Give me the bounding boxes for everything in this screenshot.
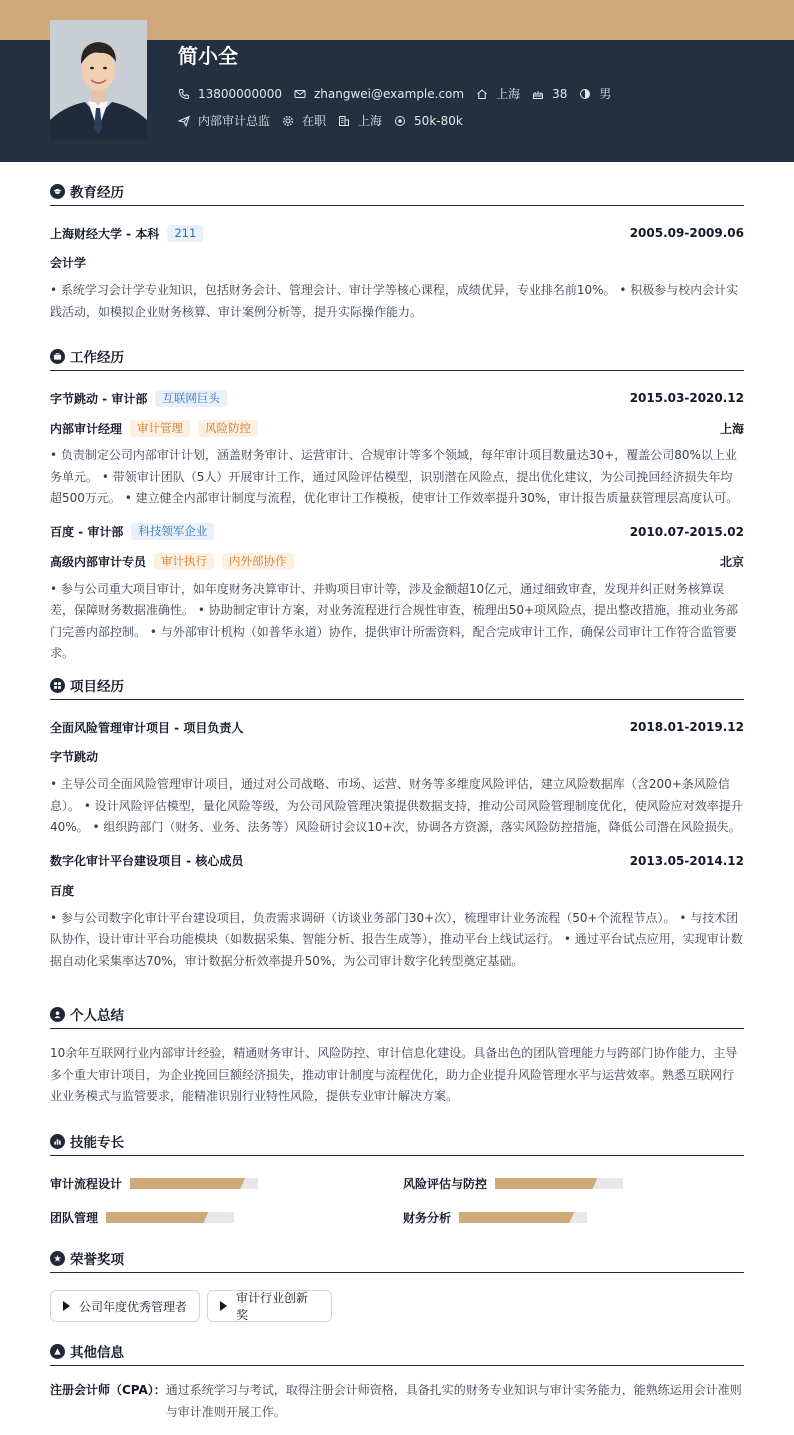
education-entry-header (50, 225, 744, 241)
work-description: • 负责制定公司内部审计计划，涵盖财务审计、运营审计、合规审计等多个领域，每年审计项目数量达30+，覆盖公司80%以上业务单元。 • 带领审计团队（5人）开展审计工作，通过风险评估模型，识别潜在风险点，提出优化建议，为公司挽回经济损失年均超500万元。 • 建立健全内部审计制度与流程，优化审计工作模板，使审计工作效率提升30%，审计报告质量获管理层高度认可。 (50, 448, 739, 505)
age-text: 38 (552, 87, 568, 101)
job-intent-row (178, 113, 475, 129)
other-section (50, 1340, 744, 1423)
projects-section (50, 674, 744, 972)
city-item (476, 86, 520, 102)
phone-icon (178, 88, 190, 100)
home-icon (476, 88, 488, 100)
work-entry-header (50, 390, 744, 406)
other-item (50, 1380, 744, 1423)
play-icon (63, 1301, 70, 1311)
award-chip (207, 1290, 332, 1322)
skill-bar-fill (106, 1212, 208, 1223)
info-icon (50, 1344, 65, 1359)
bar-chart-icon (50, 1134, 65, 1149)
project-entry-header (50, 853, 744, 869)
project-title: 全面风险管理审计项目 - 项目负责人 (50, 720, 244, 735)
settings-icon (282, 115, 294, 127)
building-icon (338, 115, 350, 127)
skill-name: 审计流程设计 (50, 1177, 123, 1191)
skill-item (50, 1175, 258, 1192)
skill-bar-fill (459, 1212, 574, 1223)
section-divider (50, 1272, 744, 1273)
skill-item (403, 1175, 623, 1192)
salary-icon (394, 115, 406, 127)
other-label: 注册会计师（CPA）： (50, 1383, 166, 1397)
work-city-item (338, 113, 382, 129)
school-tag: 211 (167, 225, 203, 242)
city-text: 上海 (496, 87, 521, 101)
summary-heading: 个人总结 (50, 1003, 744, 1025)
awards-heading: 荣誉奖项 (50, 1247, 744, 1269)
gender-text: 男 (599, 87, 612, 101)
work-heading: 工作经历 (50, 345, 744, 367)
education-date: 2005.09-2009.06 (629, 226, 744, 240)
status-item (282, 113, 326, 129)
role-title: 高级内部审计专员 (50, 555, 147, 569)
skill-bar-fill (495, 1178, 597, 1189)
awards-section (50, 1247, 744, 1327)
email-text: zhangwei@example.com (313, 87, 465, 101)
role-tag: 内外部协作 (222, 553, 294, 570)
work-date: 2015.03-2020.12 (629, 391, 744, 405)
education-heading: 教育经历 (50, 180, 744, 202)
work-role-row (50, 420, 744, 436)
age-item (532, 86, 567, 102)
education-description: • 系统学习会计学专业知识，包括财务会计、管理会计、审计学等核心课程，成绩优异，专业排名前10%。 • 积极参与校内会计实践活动，如模拟企业财务核算、审计案例分析等，提升实际操作能力。 (50, 283, 739, 319)
work-city: 上海 (719, 421, 744, 436)
section-divider (50, 1028, 744, 1029)
position-text: 内部审计总监 (198, 114, 271, 128)
skill-bar (459, 1212, 587, 1223)
cake-icon (532, 88, 544, 100)
salary-text: 50k-80k (414, 114, 463, 128)
projects-heading: 项目经历 (50, 674, 744, 696)
salary-item (394, 113, 463, 129)
email-item (294, 86, 464, 102)
other-text: 通过系统学习与考试，取得注册会计师资格，具备扎实的财务专业知识与审计实务能力，能熟练运用会计准则与审计准则开展工作。 (165, 1383, 742, 1419)
work-entry-header (50, 524, 744, 540)
school-name: 上海财经大学 - 本科 (50, 226, 160, 241)
company-tag: 科技领军企业 (131, 523, 214, 540)
project-org: 百度 (50, 883, 75, 898)
skill-bar (495, 1178, 623, 1189)
skill-name: 风险评估与防控 (403, 1177, 488, 1191)
summary-text: 10余年互联网行业内部审计经验，精通财务审计、风险防控、审计信息化建设。具备出色的团队管理能力与跨部门协作能力，主导多个重大审计项目，为企业挽回巨额经济损失，推动审计制度与流程优化，助力企业提升风险管理水平与运营效率。熟悉互联网行业业务模式与监管要求，能精准识别行业特性风险，提供专业审计解决方案。 (50, 1046, 738, 1103)
award-name: 审计行业创新奖 (236, 1291, 309, 1322)
project-date: 2013.05-2014.12 (629, 853, 744, 868)
gender-item (579, 86, 611, 102)
work-city-text: 上海 (358, 114, 383, 128)
briefcase-icon (50, 349, 65, 364)
work-role-row (50, 554, 744, 570)
work-city: 北京 (719, 555, 744, 569)
section-divider (50, 205, 744, 206)
skill-name: 财务分析 (403, 1211, 452, 1225)
work-section (50, 345, 744, 665)
company-name: 字节跳动 - 审计部 (50, 391, 148, 406)
education-major: 会计学 (50, 256, 87, 270)
project-entry-header (50, 719, 744, 735)
grid-icon (50, 678, 65, 693)
position-item (178, 113, 270, 129)
skill-item (403, 1209, 587, 1226)
award-icon (50, 1251, 65, 1266)
award-name: 公司年度优秀管理者 (79, 1299, 188, 1314)
contact-row (178, 86, 623, 102)
role-tag: 审计管理 (130, 420, 190, 437)
award-chip (50, 1290, 200, 1322)
skill-bar-fill (130, 1178, 245, 1189)
section-divider (50, 370, 744, 371)
mail-icon (294, 88, 306, 100)
section-divider (50, 1365, 744, 1366)
skill-bar (130, 1178, 258, 1189)
phone-item (178, 86, 282, 102)
phone-text: 13800000000 (198, 87, 282, 101)
gender-icon (579, 88, 591, 100)
section-divider (50, 699, 744, 700)
section-divider (50, 1155, 744, 1156)
send-icon (178, 115, 190, 127)
skill-name: 团队管理 (50, 1211, 99, 1225)
project-date: 2018.01-2019.12 (629, 720, 744, 734)
project-description: • 主导公司全面风险管理审计项目，通过对公司战略、市场、运营、财务等多维度风险评估，建立风险数据库（含200+条风险信息）。 • 设计风险评估模型，量化风险等级，为公司风险管理决策提供数据支持，推动公司风险管理制度优化，使风险应对效率提升40%。 • 组织跨部门（财务、业务、法务等）风险研讨会议10+次，协调各方资源，落实风险防控措施，降低公司潜在风险损失。 (50, 777, 743, 834)
skill-bar (106, 1212, 234, 1223)
role-tag: 审计执行 (154, 553, 214, 570)
work-date: 2010.07-2015.02 (629, 524, 744, 539)
summary-section (50, 1003, 744, 1108)
candidate-name: 简小全 (178, 44, 238, 68)
project-description: • 参与公司数字化审计平台建设项目，负责需求调研（访谈业务部门30+次），梳理审计业务流程（50+个流程节点）。 • 与技术团队协作，设计审计平台功能模块（如数据采集、智能分析、报告生成等），推动平台上线试运行。 • 通过平台试点应用，实现审计数据自动化采集率达70%，审计数据分析效率提升50%，为公司审计数字化转型奠定基础。 (50, 910, 743, 968)
role-tag: 风险防控 (198, 420, 258, 437)
education-section (50, 180, 744, 323)
graduation-cap-icon (50, 184, 65, 199)
skills-heading: 技能专长 (50, 1130, 744, 1152)
status-text: 在职 (302, 114, 327, 128)
avatar (50, 20, 147, 140)
other-heading: 其他信息 (50, 1340, 744, 1362)
skills-section (50, 1130, 744, 1235)
user-icon (50, 1007, 65, 1022)
company-name: 百度 - 审计部 (50, 525, 124, 539)
work-description: • 参与公司重大项目审计，如年度财务决算审计、并购项目审计等，涉及金额超10亿元，通过细致审查，发现并纠正财务核算误差，保障财务数据准确性。 • 协助制定审计方案，对业务流程进行合规性审查，梳理出50+项风险点，提出整改措施，推动业务部门完善内部控制。 • 与外部审计机构（如普华永道）协作，提供审计所需资料，配合完成审计工作，确保公司审计工作符合监管要求。 (50, 581, 739, 660)
company-tag: 互联网巨头 (155, 390, 227, 407)
project-org: 字节跳动 (50, 750, 99, 764)
project-title: 数字化审计平台建设项目 - 核心成员 (50, 854, 244, 868)
play-icon (220, 1301, 227, 1311)
skill-item (50, 1209, 234, 1226)
role-title: 内部审计经理 (50, 421, 123, 436)
